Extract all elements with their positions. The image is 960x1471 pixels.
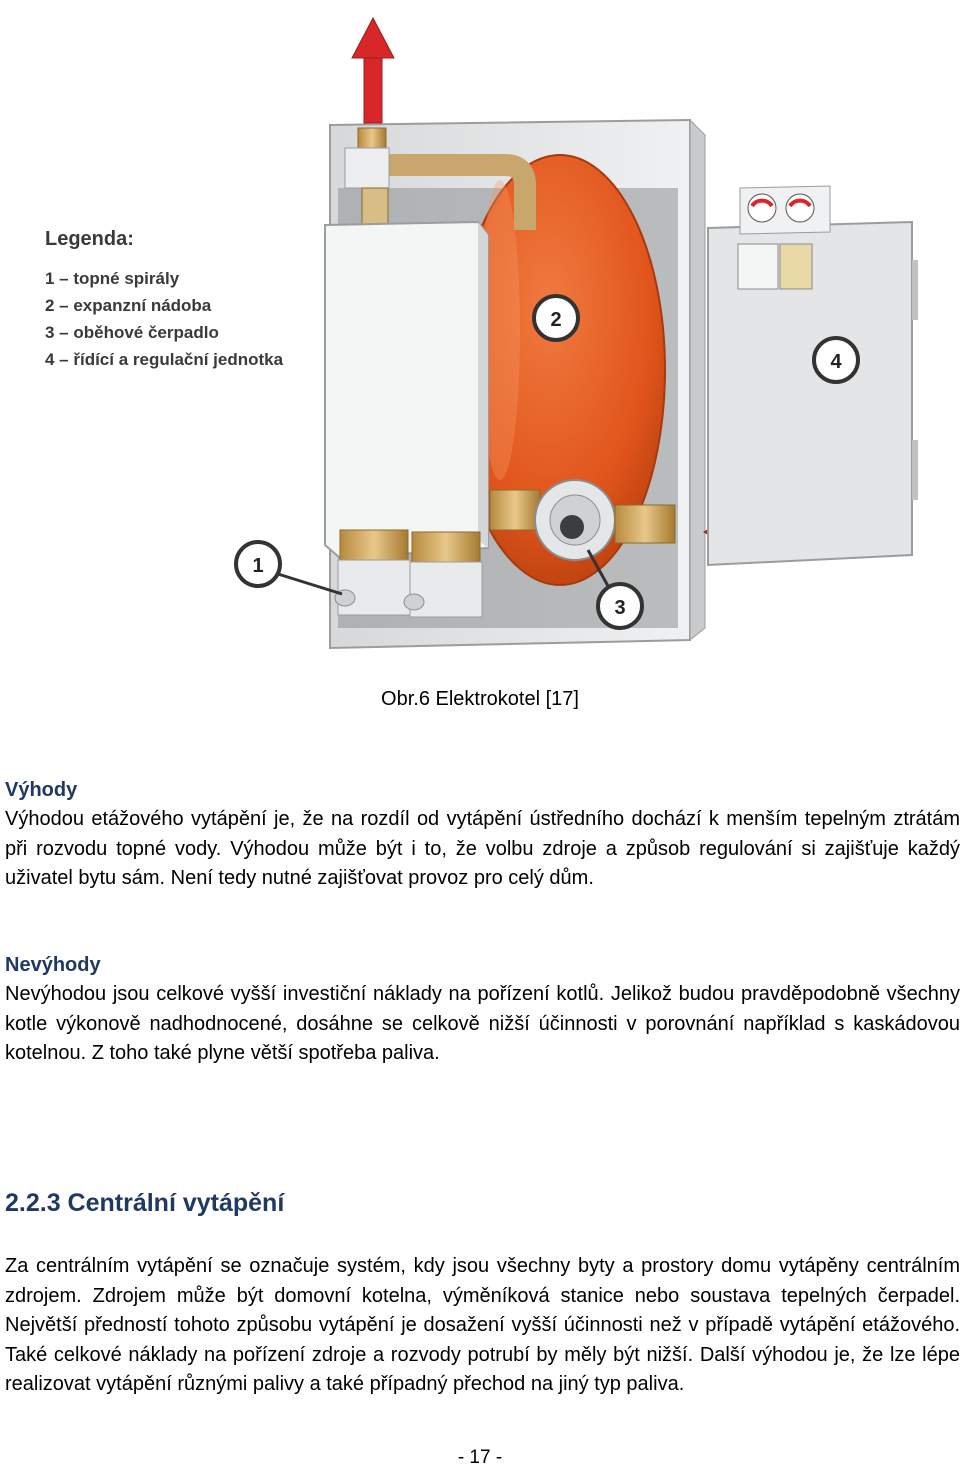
central-heating-paragraph: Za centrálním vytápění se označuje systém, kdy jsou všechny byty a prostory domu vytápěny centrálním zdrojem. Zdrojem může být domovní kotelna, výměníková stanice nebo soustava tepelných čerpadel. Největší předností tohoto způsobu vytápění je dosažení vyšší účinnosti než v případě vytápění etážového. Také celkové náklady na pořízení zdroje a rozvody potrubí by měly být nižší. Další výhodou je, že lze lépe realizovat vytápění různými palivy a také případný přechod na jiný typ paliva.: [5, 1255, 960, 1396]
disadvantages-paragraph: Nevýhodou jsou celkové vyšší investiční náklady na pořízení kotlů. Jelikož budou pravděpodobně všechny kotle výkonově nadhodnocené, dosáhne se celkově nižší účinnosti v porovnání například s kaskádovou kotelnou. Z toho také plyne větší spotřeba paliva.: [5, 983, 960, 1065]
legend-item: 2 – expanzní nádoba: [45, 296, 212, 315]
figure-caption: Obr.6 Elektrokotel [17]: [381, 688, 579, 710]
callout-4-label: 4: [830, 351, 842, 373]
callout-3-label: 3: [614, 597, 626, 619]
page-number: - 17 -: [457, 1447, 503, 1468]
callout-1-label: 1: [252, 555, 264, 577]
section-heading: 2.2.3 Centrální vytápění: [5, 1188, 285, 1217]
boiler-figure: [0, 0, 960, 670]
disadvantages-heading: Nevýhody: [5, 954, 101, 976]
legend-item: 3 – oběhové čerpadlo: [45, 323, 219, 342]
arrow-up-icon: [352, 18, 394, 123]
legend-item: 4 – řídící a regulační jednotka: [45, 350, 284, 369]
heating-spirals: [335, 530, 482, 617]
legend-title: Legenda:: [45, 228, 134, 250]
callout-1: [236, 542, 342, 594]
figure-legend: [45, 228, 283, 373]
advantages-paragraph: Výhodou etážového vytápění je, že na rozdíl od vytápění ústředního dochází k menším tepelným ztrátám při rozvodu topné vody. Výhodou může být i to, že volbu zdroje a způsob regulování si zajišťuje každý uživatel bytu sám. Není tedy nutné zajišťovat provoz pro celý dům.: [5, 808, 960, 890]
advantages-section: [5, 776, 960, 894]
legend-item: 1 – topné spirály: [45, 269, 180, 288]
callout-4: [814, 338, 858, 382]
central-heating-section: [5, 1252, 960, 1400]
advantages-heading: Výhody: [5, 779, 78, 801]
callout-2-label: 2: [550, 309, 562, 331]
callout-2: [534, 296, 578, 340]
control-unit: [708, 186, 918, 565]
disadvantages-section: [5, 951, 960, 1069]
heater-block: [325, 222, 488, 558]
